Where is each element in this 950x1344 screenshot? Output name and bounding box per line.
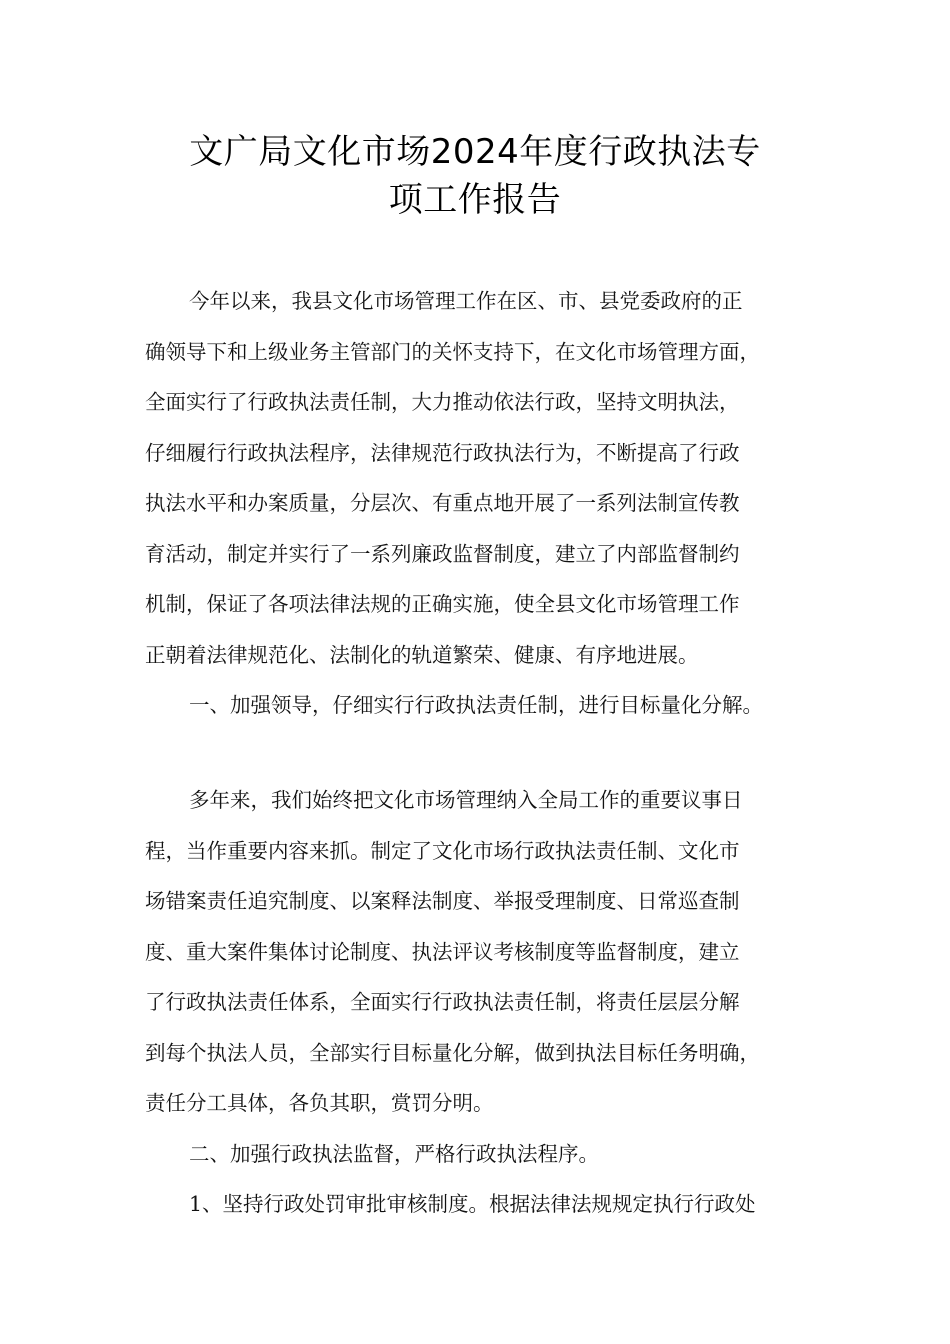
section-heading-1: 一、加强领导，仔细实行行政执法责任制，进行目标量化分解。 xyxy=(189,693,763,717)
title-line-2: 项工作报告 xyxy=(388,180,562,220)
section-heading-2: 二、加强行政执法监督，严格行政执法程序。 xyxy=(189,1141,599,1166)
body-block-1 xyxy=(145,276,825,731)
body-block-2 xyxy=(145,775,825,1230)
paragraph-2-line: 程，当作重要内容来抓。制定了文化市场行政执法责任制、文化市 xyxy=(145,838,740,863)
subsection-item-1: 1、坚持行政处罚审批审核制度。根据法律法规规定执行行政处 xyxy=(189,1192,756,1216)
paragraph-1-line: 全面实行了行政执法责任制，大力推动依法行政，坚持文明执法， xyxy=(145,390,740,414)
paragraph-1-line: 仔细履行行政执法程序，法律规范行政执法行为，不断提高了行政 xyxy=(145,440,740,465)
paragraph-1-line: 正朝着法律规范化、法制化的轨道繁荣、健康、有序地进展。 xyxy=(145,642,699,667)
paragraph-2-line: 到每个执法人员，全部实行目标量化分解，做到执法目标任务明确， xyxy=(145,1040,760,1065)
paragraph-1-line: 今年以来，我县文化市场管理工作在区、市、县党委政府的正 xyxy=(189,289,743,313)
paragraph-2-line: 场错案责任追究制度、以案释法制度、举报受理制度、日常巡查制 xyxy=(145,889,740,913)
title-line-1: 文广局文化市场2024年度行政执法专 xyxy=(189,132,761,172)
paragraph-1-line: 育活动，制定并实行了一系列廉政监督制度，建立了内部监督制约 xyxy=(145,541,740,566)
paragraph-2-line: 责任分工具体，各负其职，赏罚分明。 xyxy=(145,1091,494,1115)
document-title xyxy=(0,128,950,224)
paragraph-1-line: 执法水平和办案质量，分层次、有重点地开展了一系列法制宣传教 xyxy=(145,491,740,515)
paragraph-2-line: 了行政执法责任体系，全面实行行政执法责任制，将责任层层分解 xyxy=(145,990,740,1014)
paragraph-1-line: 确领导下和上级业务主管部门的关怀支持下，在文化市场管理方面， xyxy=(145,339,760,364)
paragraph-2-line: 度、重大案件集体讨论制度、执法评议考核制度等监督制度，建立 xyxy=(145,939,740,964)
paragraph-1-line: 机制，保证了各项法律法规的正确实施，使全县文化市场管理工作 xyxy=(145,592,740,616)
paragraph-2-line: 多年来，我们始终把文化市场管理纳入全局工作的重要议事日 xyxy=(189,788,743,812)
